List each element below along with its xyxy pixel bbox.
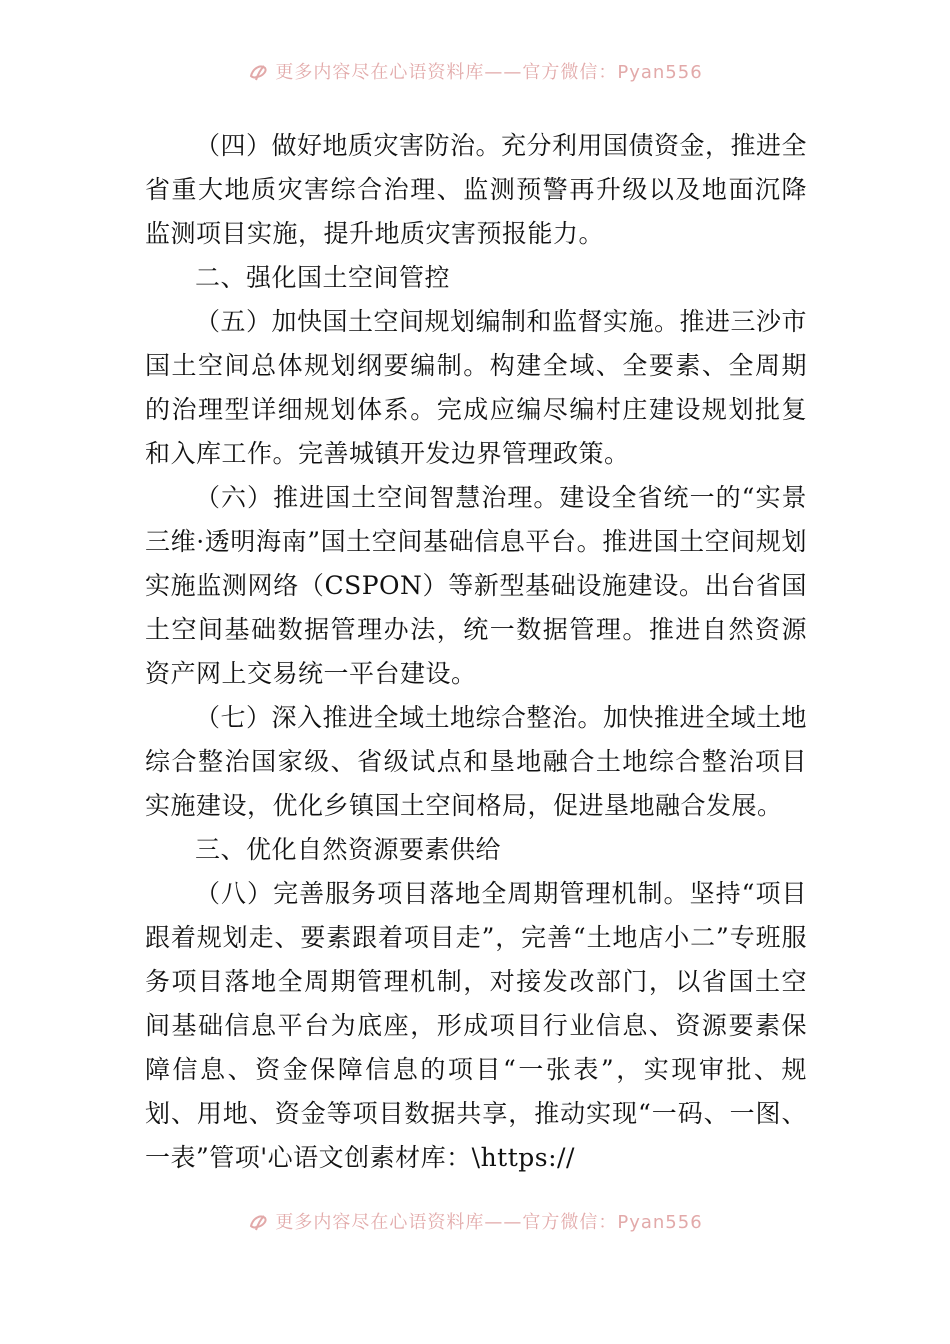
section-heading-3: 三、优化自然资源要素供给: [195, 835, 502, 864]
paragraph-4: （四）做好地质灾害防治。充分利用国债资金，推进全省重大地质灾害综合治理、监测预警再升级以及地面沉降监测项目实施，提升地质灾害预报能力。: [145, 131, 808, 248]
paragraph-7: （七）深入推进全域土地综合整治。加快推进全域土地综合整治国家级、省级试点和垦地融合土地综合整治项目实施建设，优化乡镇国土空间格局，促进垦地融合发展。: [145, 703, 808, 820]
header-watermark-text: 更多内容尽在心语资料库——官方微信：Pyan556: [275, 62, 703, 83]
document-body: [145, 124, 807, 1180]
section-heading-2: 二、强化国土空间管控: [195, 263, 451, 292]
watermark-logo-icon: [247, 1210, 269, 1232]
footer-watermark: [0, 1206, 950, 1236]
paragraph-6: （六）推进国土空间智慧治理。建设全省统一的“实景三维·透明海南”国土空间基础信息平台。推进国土空间规划实施监测网络（CSPON）等新型基础设施建设。出台省国土空间基础数据管理办法，统一数据管理。推进自然资源资产网上交易统一平台建设。: [145, 483, 807, 688]
watermark-logo-icon: [247, 60, 269, 82]
header-watermark: [0, 56, 950, 86]
paragraph-8: （八）完善服务项目落地全周期管理机制。坚持“项目跟着规划走、要素跟着项目走”，完善“土地店小二”专班服务项目落地全周期管理机制，对接发改部门，以省国土空间基础信息平台为底座，形成项目行业信息、资源要素保障信息、资金保障信息的项目“一张表”，实现审批、规划、用地、资金等项目数据共享，推动实现“一码、一图、一表”管项'心语文创素材库：\https://: [145, 879, 807, 1172]
paragraph-5: （五）加快国土空间规划编制和监督实施。推进三沙市国土空间总体规划纲要编制。构建全域、全要素、全周期的治理型详细规划体系。完成应编尽编村庄建设规划批复和入库工作。完善城镇开发边界管理政策。: [145, 307, 808, 468]
footer-watermark-text: 更多内容尽在心语资料库——官方微信：Pyan556: [275, 1212, 703, 1233]
